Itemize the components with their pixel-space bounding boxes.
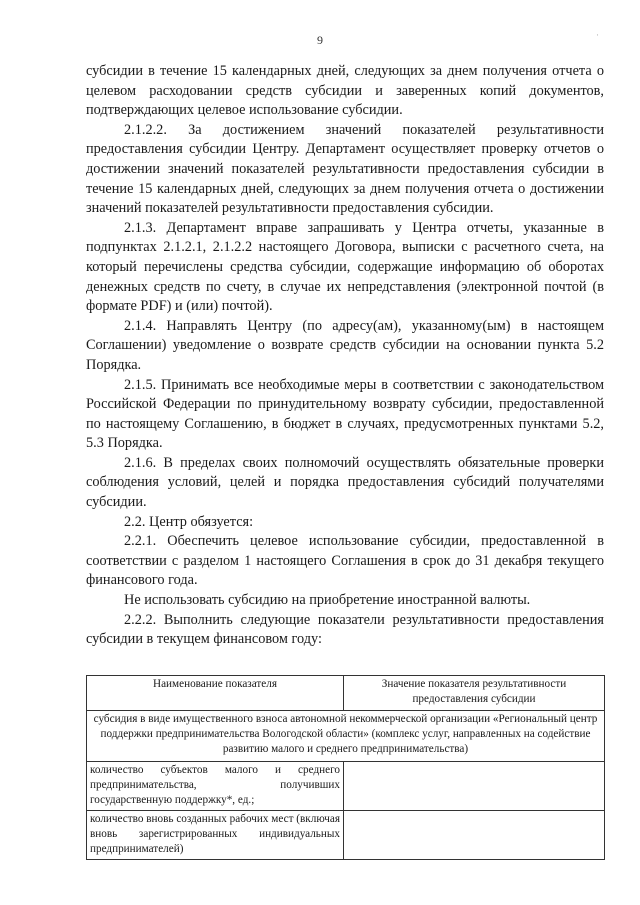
indicator-name-cell: количество вновь созданных рабочих мест (включая вновь зарегистрированных индивидуальных предпринимателей) (87, 811, 344, 860)
table-row (87, 762, 605, 811)
paragraph: 2.2.2. Выполнить следующие показатели результативности предоставления субсидии в текущем финансовом году: (86, 611, 604, 648)
table-row (87, 811, 605, 860)
table-span-row (87, 711, 605, 762)
paragraph: Не использовать субсидию на приобретение иностранной валюты. (124, 592, 531, 609)
indicators-table (86, 675, 605, 860)
paragraph: 2.1.2.2. За достижением значений показателей результативности предоставления субсидии Центру. Департамент осуществляет проверку отчетов о достижении значений показателей результативности предоставления субсидии в течение 15 календарных дней, следующих за днем получения отчета о достижении значений показателей результативности предоставления субсидии. (86, 121, 604, 217)
paragraph: 2.1.4. Направлять Центру (по адресу(ам), указанному(ым) в настоящем Соглашении) уведомление о возврате средств субсидии на основании пункта 5.2 Порядка. (86, 317, 604, 373)
indicator-value-cell (344, 762, 605, 811)
page-number: 9 (317, 33, 323, 47)
table-span-cell: субсидия в виде имущественного взноса автономной некоммерческой организации «Региональный центр поддержки предпринимательства Вологодской области» (комплекс услуг, направленных на содействие развитию малого и среднего предпринимательства) (87, 711, 605, 762)
corner-mark: · (596, 30, 599, 40)
table-header-row (87, 676, 605, 711)
indicator-value-cell (344, 811, 605, 860)
body-text (86, 62, 604, 650)
paragraph: 2.2. Центр обязуется: (124, 513, 254, 530)
paragraph: 2.1.6. В пределах своих полномочий осуществлять обязательные проверки соблюдения условий, целей и порядка предоставления субсидий получателями субсидии. (86, 454, 604, 511)
table-header-cell: Значение показателя результативности предоставления субсидии (344, 676, 605, 711)
paragraph: 2.2.1. Обеспечить целевое использование субсидии, предоставленной в соответствии с разделом 1 настоящего Соглашения в срок до 31 декабря текущего финансового года. (86, 533, 604, 589)
paragraph: субсидии в течение 15 календарных дней, следующих за днем получения отчета о целевом расходовании средств субсидии и заверенных копий документов, подтверждающих целевое использование субсидии. (86, 63, 604, 119)
paragraph: 2.1.5. Принимать все необходимые меры в соответствии с законодательством Российской Федерации по принудительному возврату субсидии, предоставленной по настоящему Соглашению, в бюджет в случаях, предусмотренных пунктами 5.2, 5.3 Порядка. (86, 376, 604, 452)
table-header-cell: Наименование показателя (87, 676, 344, 711)
paragraph: 2.1.3. Департамент вправе запрашивать у Центра отчеты, указанные в подпунктах 2.1.2.1, 2.1.2.2 настоящего Договора, выписки с расчетного счета, на который перечислены средства субсидии, содержащие информацию об оборотах денежных средств по счету, в случае их непредставления (электронной почтой (в формате PDF) и (или) почтой). (86, 219, 604, 315)
indicator-name-cell: количество субъектов малого и среднего предпринимательства, получивших государственную поддержку*, ед.; (87, 762, 344, 811)
